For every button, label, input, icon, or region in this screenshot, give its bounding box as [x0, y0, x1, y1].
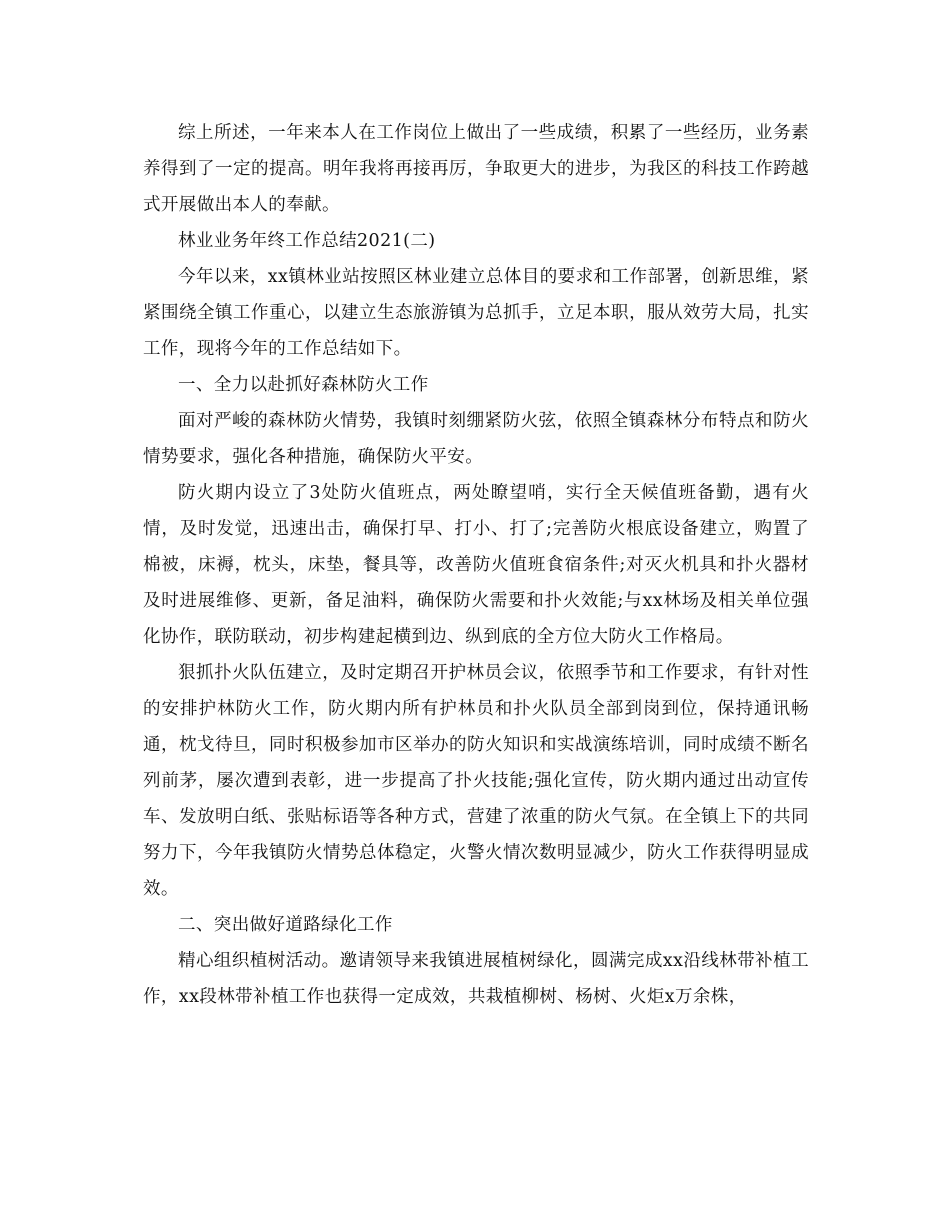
paragraph-fire-duty-points: 防火期内设立了3处防火值班点，两处瞭望哨，实行全天候值班备勤，遇有火情，及时发觉，迅速出击，确保打早、打小、打了;完善防火根底设备建立，购置了棉被，床褥，枕头，床垫，餐具等，改善防火值班食宿条件;对灭火机具和扑火器材及时进展维修、更新，备足油料，确保防火需要和扑火效能;与xx林场及相关单位强化协作，联防联动，初步构建起横到边、纵到底的全方位大防火工作格局。	[143, 483, 809, 647]
paragraph-fire-team: 狠抓扑火队伍建立，及时定期召开护林员会议，依照季节和工作要求，有针对性的安排护林防火工作，防火期内所有护林员和扑火队员全部到岗到位，保持通讯畅通，枕戈待旦，同时积极参加市区举办的防火知识和实战演练培训，同时成绩不断名列前茅，屡次遭到表彰，进一步提高了扑火技能;强化宣传，防火期内通过出动宣传车、发放明白纸、张贴标语等各种方式，营建了浓重的防火气氛。在全镇上下的共同努力下，今年我镇防火情势总体稳定，火警火情次数明显减少，防火工作获得明显成效。	[143, 663, 809, 899]
heading-fire-prevention: 一、全力以赴抓好森林防火工作	[178, 375, 429, 395]
paragraph-fire-situation: 面对严峻的森林防火情势，我镇时刻绷紧防火弦，依照全镇森林分布特点和防火情势要求，强化各种措施，确保防火平安。	[143, 411, 809, 467]
section-title: 林业业务年终工作总结2021(二)	[178, 231, 436, 251]
paragraph-intro: 今年以来，xx镇林业站按照区林业建立总体目的要求和工作部署，创新思维，紧紧围绕全镇工作重心，以建立生态旅游镇为总抓手，立足本职，服从效劳大局，扎实工作，现将今年的工作总结如下。	[143, 267, 809, 359]
document-body	[143, 115, 809, 1015]
paragraph-tree-planting: 精心组织植树活动。邀请领导来我镇进展植树绿化，圆满完成xx沿线林带补植工作，xx段林带补植工作也获得一定成效，共栽植柳树、杨树、火炬x万余株，	[143, 951, 809, 1007]
paragraph-summary: 综上所述，一年来本人在工作岗位上做出了一些成绩，积累了一些经历，业务素养得到了一定的提高。明年我将再接再厉，争取更大的进步，为我区的科技工作跨越式开展做出本人的奉献。	[143, 123, 809, 215]
heading-road-greening: 二、突出做好道路绿化工作	[178, 915, 393, 935]
